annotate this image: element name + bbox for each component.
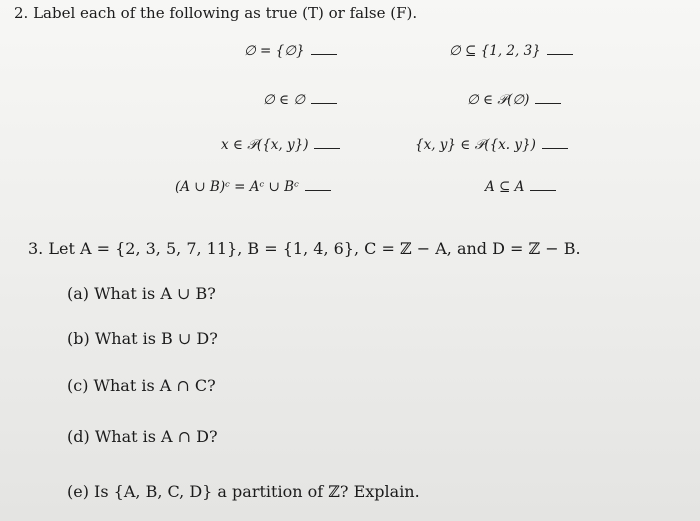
part-c: (c) What is A ∩ C? bbox=[67, 376, 216, 395]
statement-1 bbox=[244, 43, 337, 59]
statement-6 bbox=[415, 137, 568, 153]
statement-1-text: ∅ = {∅} bbox=[244, 43, 305, 59]
answer-blank-8[interactable] bbox=[530, 181, 556, 191]
statement-2 bbox=[449, 43, 573, 59]
part-a: (a) What is A ∪ B? bbox=[67, 284, 216, 303]
statement-8 bbox=[485, 179, 556, 195]
statement-3 bbox=[263, 92, 337, 108]
answer-blank-6[interactable] bbox=[542, 139, 568, 149]
part-d: (d) What is A ∩ D? bbox=[67, 427, 218, 446]
statement-3-text: ∅ ∈ ∅ bbox=[263, 92, 306, 108]
answer-blank-5[interactable] bbox=[314, 139, 340, 149]
statement-8-text: A ⊆ A bbox=[485, 179, 525, 195]
statement-5 bbox=[221, 137, 340, 153]
problem-3-title: 3. Let A = {2, 3, 5, 7, 11}, B = {1, 4, 6}, C = ℤ − A, and D = ℤ − B. bbox=[28, 239, 581, 258]
answer-blank-7[interactable] bbox=[305, 181, 331, 191]
part-e: (e) Is {A, B, C, D} a partition of ℤ? Explain. bbox=[67, 482, 420, 501]
answer-blank-4[interactable] bbox=[535, 94, 561, 104]
statement-6-text: {x, y} ∈ 𝒫({x. y}) bbox=[415, 137, 536, 153]
statement-7-text: (A ∪ B)ᶜ = Aᶜ ∪ Bᶜ bbox=[175, 179, 299, 195]
statement-5-text: x ∈ 𝒫({x, y}) bbox=[221, 137, 309, 153]
statement-7 bbox=[175, 179, 331, 195]
statement-4-text: ∅ ∈ 𝒫(∅) bbox=[467, 92, 530, 108]
answer-blank-1[interactable] bbox=[311, 45, 337, 55]
answer-blank-2[interactable] bbox=[547, 45, 573, 55]
problem-2-title: 2. Label each of the following as true (T) or false (F). bbox=[14, 4, 418, 22]
part-b: (b) What is B ∪ D? bbox=[67, 329, 218, 348]
statement-2-text: ∅ ⊆ {1, 2, 3} bbox=[449, 43, 541, 59]
answer-blank-3[interactable] bbox=[311, 94, 337, 104]
statement-4 bbox=[467, 92, 561, 108]
